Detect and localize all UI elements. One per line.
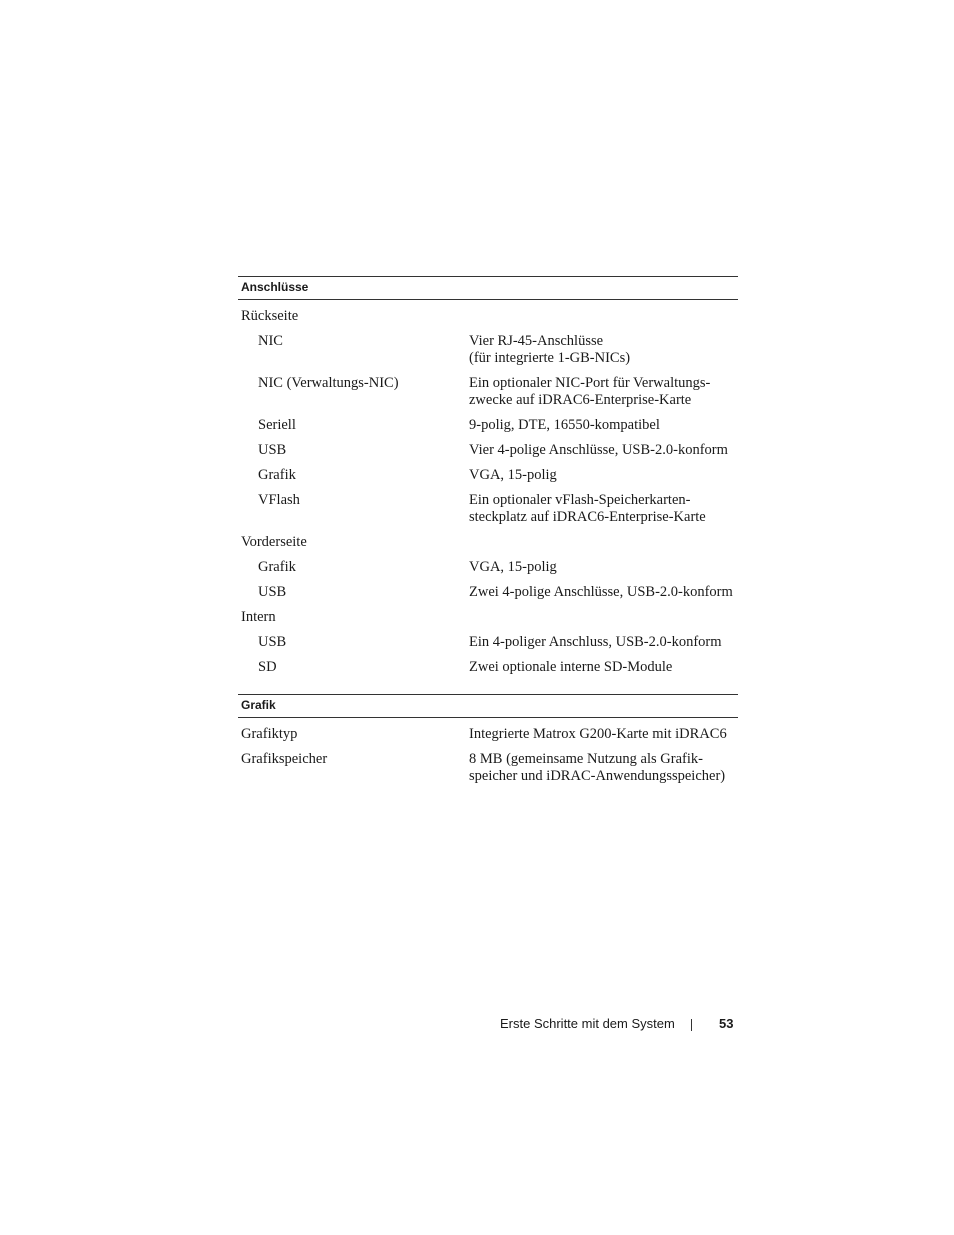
spec-label: Grafiktyp <box>241 726 298 742</box>
spec-row <box>238 442 738 459</box>
spec-value-line: Vier 4-polige Anschlüsse, USB-2.0-konform <box>469 442 728 458</box>
spec-label: USB <box>258 442 287 458</box>
spec-row <box>238 559 738 576</box>
spec-label: USB <box>258 634 287 650</box>
spec-value <box>469 609 738 626</box>
spec-value-line: 8 MB (gemeinsame Nutzung als Grafik- <box>469 751 703 767</box>
spec-value-line: Ein optionaler NIC-Port für Verwaltungs- <box>469 375 711 391</box>
spec-value <box>469 467 738 484</box>
footer-separator <box>691 1019 692 1031</box>
spec-label: NIC (Verwaltungs-NIC) <box>258 375 399 391</box>
spec-value <box>469 417 738 434</box>
spec-value <box>469 751 738 785</box>
page-number: 53 <box>719 1016 734 1031</box>
spec-value-line: Ein 4-poliger Anschluss, USB-2.0-konform <box>469 634 722 650</box>
spec-label: Grafik <box>258 559 296 575</box>
spec-value <box>469 534 738 551</box>
spec-value <box>469 492 738 526</box>
spec-value-line: speicher und iDRAC-Anwendungsspeicher) <box>469 768 726 784</box>
spec-value-line: steckplatz auf iDRAC6-Enterprise-Karte <box>469 509 706 525</box>
section-header: Grafik <box>238 694 738 718</box>
spec-value-line: (für integrierte 1-GB-NICs) <box>469 350 631 366</box>
spec-label: Grafikspeicher <box>241 751 328 767</box>
spec-value <box>469 442 738 459</box>
section-header: Anschlüsse <box>238 276 738 300</box>
spec-label: Grafik <box>258 467 296 483</box>
spec-row <box>238 609 738 626</box>
spec-label: Vorderseite <box>241 534 307 550</box>
spec-label: SD <box>258 659 277 675</box>
spec-value-line: Zwei optionale interne SD-Module <box>469 659 673 675</box>
spec-row <box>238 467 738 484</box>
spec-value-line: 9-polig, DTE, 16550-kompatibel <box>469 417 660 433</box>
spec-row <box>238 659 738 676</box>
spec-label: NIC <box>258 333 283 349</box>
spec-value-line: VGA, 15-polig <box>469 559 557 575</box>
spec-value-line: zwecke auf iDRAC6-Enterprise-Karte <box>469 392 692 408</box>
spec-value-line: VGA, 15-polig <box>469 467 557 483</box>
spec-value <box>469 559 738 576</box>
spec-value-line: Integrierte Matrox G200-Karte mit iDRAC6 <box>469 726 727 742</box>
spec-row <box>238 333 738 367</box>
section-gap <box>238 676 738 694</box>
spec-value <box>469 333 738 367</box>
spec-row <box>238 417 738 434</box>
spec-label: VFlash <box>258 492 300 508</box>
spec-row <box>238 751 738 785</box>
spec-value-line: Ein optionaler vFlash-Speicherkarten- <box>469 492 691 508</box>
spec-row <box>238 492 738 526</box>
spec-row <box>238 375 738 409</box>
spec-row <box>238 634 738 651</box>
spec-value-line: Vier RJ-45-Anschlüsse <box>469 333 604 349</box>
spec-label: Rückseite <box>241 308 299 324</box>
spec-row <box>238 308 738 325</box>
spec-value <box>469 375 738 409</box>
spec-row <box>238 726 738 743</box>
spec-label: USB <box>258 584 287 600</box>
spec-table <box>238 276 738 785</box>
spec-value <box>469 308 738 325</box>
spec-value <box>469 634 738 651</box>
spec-value <box>469 726 738 743</box>
spec-label: Seriell <box>258 417 296 433</box>
spec-row <box>238 534 738 551</box>
spec-value <box>469 659 738 676</box>
spec-value <box>469 584 738 601</box>
spec-row <box>238 584 738 601</box>
spec-value-line: Zwei 4-polige Anschlüsse, USB-2.0-konform <box>469 584 733 600</box>
spec-label: Intern <box>241 609 276 625</box>
footer-title: Erste Schritte mit dem System <box>500 1016 675 1031</box>
